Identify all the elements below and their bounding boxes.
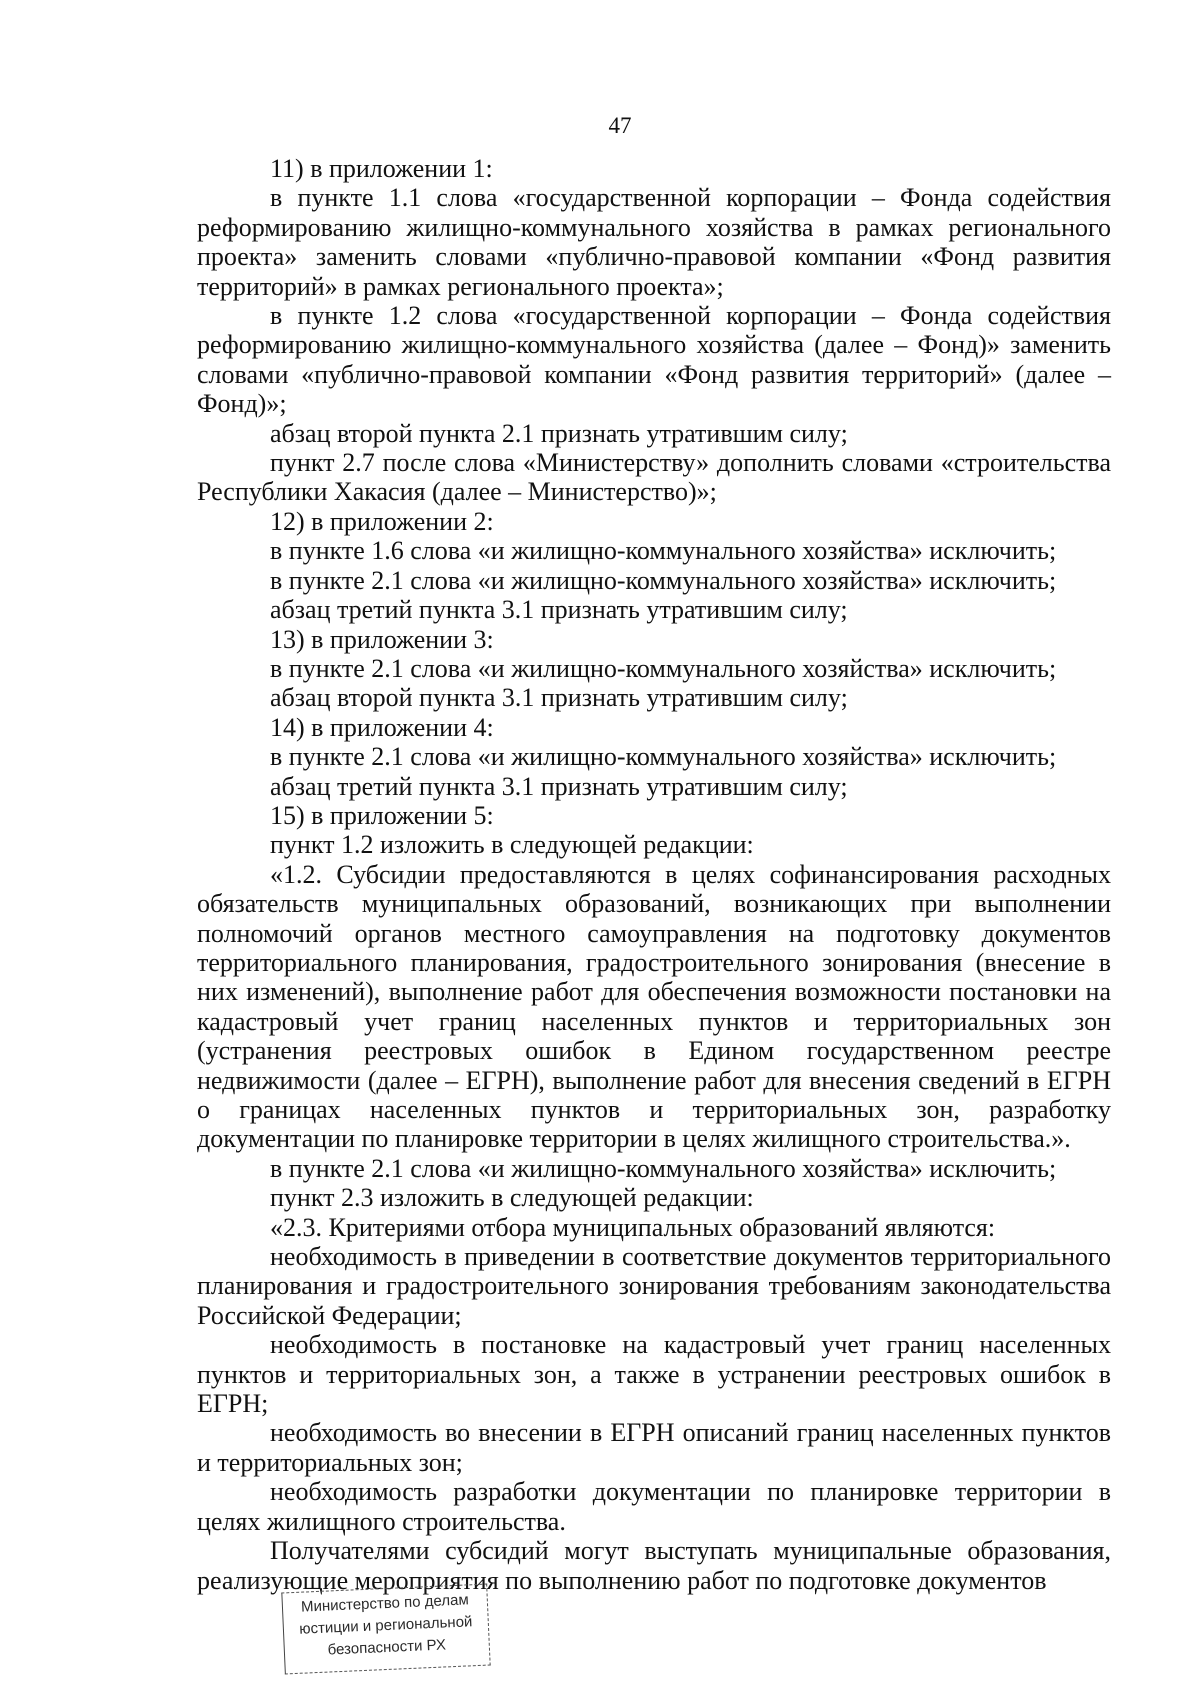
paragraph: в пункте 2.1 слова «и жилищно-коммунального хозяйства» исключить; [270, 1153, 1057, 1183]
paragraph: абзац второй пункта 2.1 признать утратившим силу; [270, 418, 848, 448]
paragraph: «1.2. Субсидии предоставляются в целях софинансирования расходных обязательств муниципальных образований, возникающих при выполнении полномочий органов местного самоуправления на подготовку документов территориального планирования, градостроительного зонирования (внесение в них изменений), выполнение работ для обеспечения возможности постановки на кадастровый учет границ населенных пунктов и территориальных зон (устранения реестровых ошибок в Едином государственном реестре недвижимости (далее – ЕГРН), выполнение работ для внесения сведений в ЕГРН о границах населенных пунктов и территориальных зон, разработку документации по планировке территории в целях жилищного строительства.». [197, 859, 1111, 1154]
paragraph: 13) в приложении 3: [270, 624, 494, 654]
paragraph: пункт 1.2 изложить в следующей редакции: [270, 830, 754, 860]
paragraph: 14) в приложении 4: [270, 712, 494, 742]
paragraph: необходимость в приведении в соответствие документов территориального планирования и градостроительного зонирования требованиям законодательства Российской Федерации; [197, 1242, 1111, 1330]
document-body [197, 154, 1111, 1595]
paragraph: в пункте 2.1 слова «и жилищно-коммунального хозяйства» исключить; [270, 653, 1057, 683]
paragraph: необходимость в постановке на кадастровый учет границ населенных пунктов и территориальных зон, а также в устранении реестровых ошибок в ЕГРН; [197, 1330, 1111, 1419]
paragraph: в пункте 2.1 слова «и жилищно-коммунального хозяйства» исключить; [270, 565, 1057, 595]
paragraph: абзац второй пункта 3.1 признать утратившим силу; [270, 683, 848, 713]
paragraph: абзац третий пункта 3.1 признать утратившим силу; [270, 771, 848, 801]
page-number: 47 [608, 113, 632, 138]
paragraph: необходимость разработки документации по планировке территории в целях жилищного строительства. [197, 1477, 1111, 1536]
paragraph: Получателями субсидий могут выступать муниципальные образования, реализующие мероприятия по выполнению работ по подготовке документов [197, 1536, 1111, 1595]
paragraph: 12) в приложении 2: [270, 506, 494, 536]
stamp-line: юстиции и региональной [298, 1613, 473, 1638]
paragraph: пункт 2.3 изложить в следующей редакции: [270, 1183, 754, 1213]
paragraph: пункт 2.7 после слова «Министерству» дополнить словами «строительства Республики Хакасия (далее – Министерство)»; [197, 448, 1111, 507]
paragraph: в пункте 1.2 слова «государственной корпорации – Фонда содействия реформированию жилищно-коммунального хозяйства (далее – Фонд)» заменить словами «публично-правовой компании «Фонд развития территорий» (далее – Фонд)»; [197, 301, 1111, 419]
paragraph: в пункте 1.1 слова «государственной корпорации – Фонда содействия реформированию жилищно-коммунального хозяйства в рамках регионального проекта» заменить словами «публично-правовой компании «Фонд развития территорий» в рамках регионального проекта»; [197, 183, 1111, 301]
stamp-line: Министерство по делам [300, 1591, 470, 1616]
paragraph: «2.3. Критериями отбора муниципальных образований являются: [270, 1212, 996, 1242]
paragraph: 11) в приложении 1: [270, 154, 493, 183]
stamp-line: безопасности РХ [327, 1636, 447, 1659]
paragraph: в пункте 2.1 слова «и жилищно-коммунального хозяйства» исключить; [270, 742, 1057, 772]
paragraph: абзац третий пункта 3.1 признать утратившим силу; [270, 595, 848, 625]
ministry-stamp [281, 1584, 490, 1675]
paragraph: необходимость во внесении в ЕГРН описаний границ населенных пунктов и территориальных зон; [197, 1418, 1111, 1477]
paragraph: в пункте 1.6 слова «и жилищно-коммунального хозяйства» исключить; [270, 536, 1057, 566]
paragraph: 15) в приложении 5: [270, 800, 494, 830]
